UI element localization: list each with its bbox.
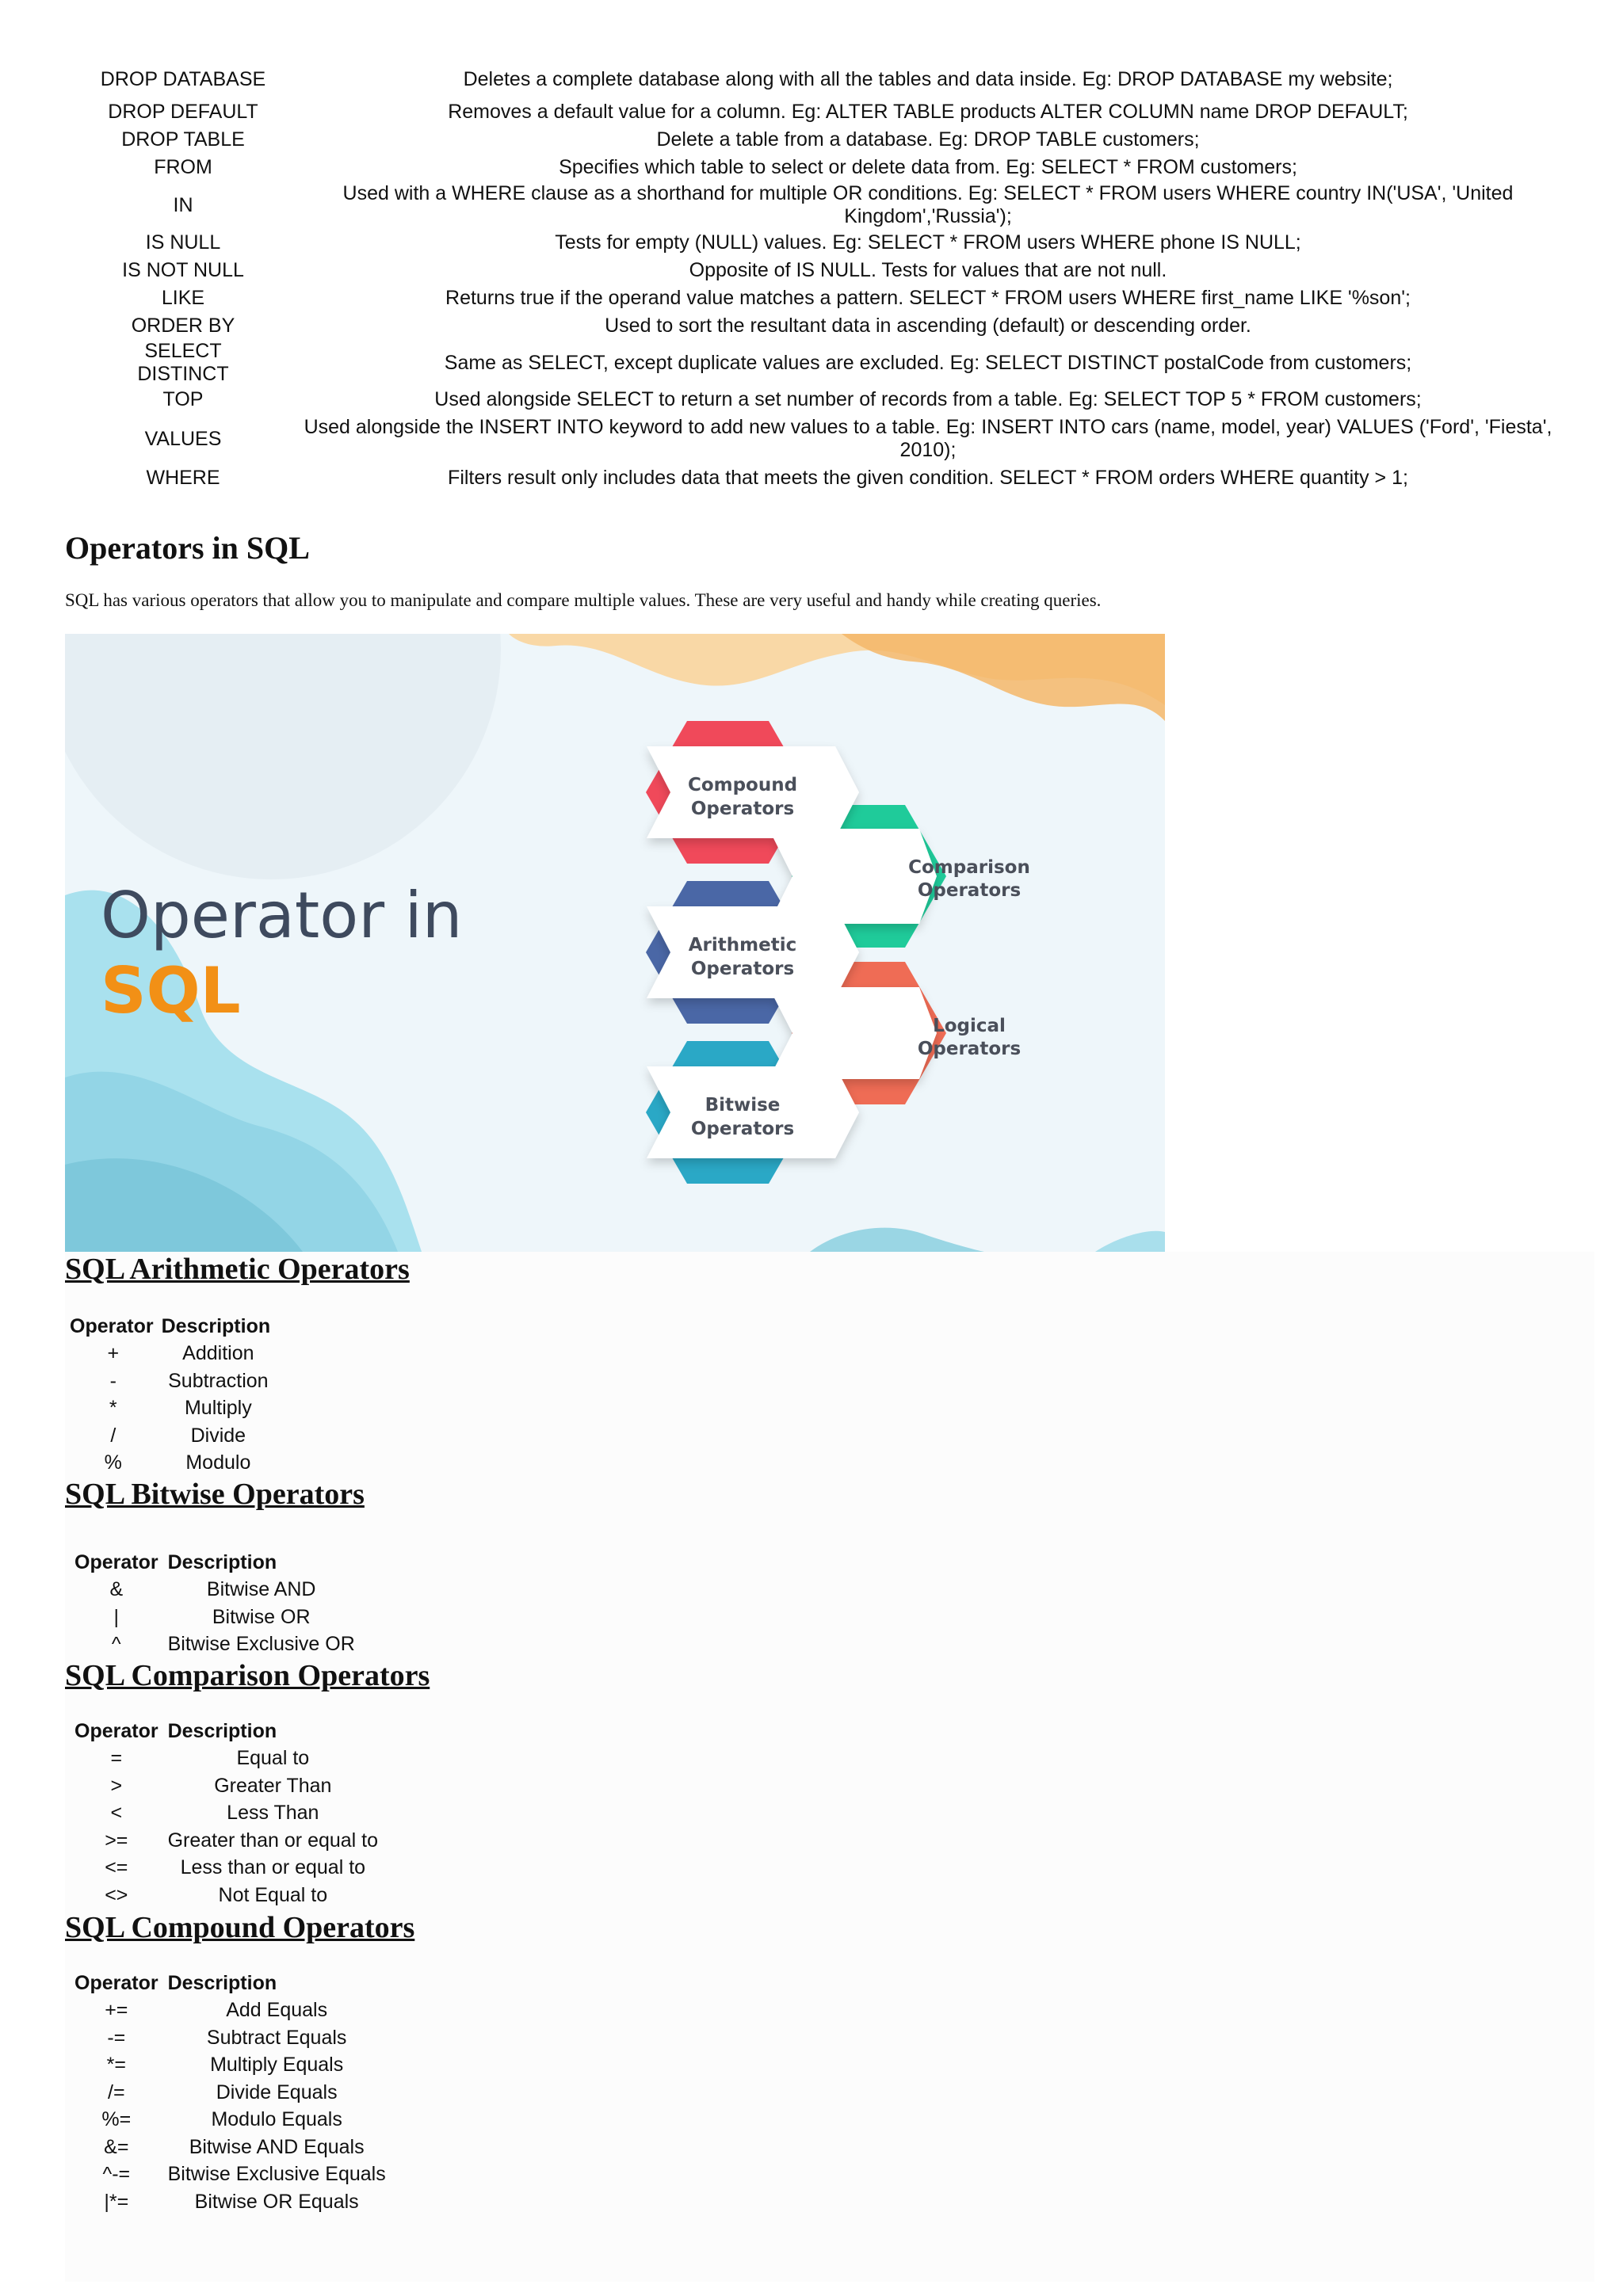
keyword-cell: FROM <box>154 156 212 178</box>
table-row <box>65 181 1555 229</box>
comparison-table <box>70 1718 383 1909</box>
table-row <box>70 1827 383 1855</box>
table-row <box>65 414 1555 464</box>
bitwise-heading: SQL Bitwise Operators <box>65 1478 365 1511</box>
operator-cell: > <box>110 1774 123 1797</box>
comparison-label-line1: Comparison <box>908 857 1030 878</box>
table-row <box>70 2188 391 2216</box>
table-row <box>65 386 1555 414</box>
compound-label-line1: Compound <box>687 775 798 795</box>
operator-cell: < <box>110 1802 123 1825</box>
table-row <box>70 2079 391 2107</box>
table-row <box>70 1745 383 1773</box>
description-cell: Delete a table from a database. Eg: DROP TABLE customers; <box>656 128 1200 151</box>
column-header-operator: Operator <box>74 1550 158 1573</box>
description-cell: Bitwise OR <box>212 1605 311 1628</box>
table-header-row <box>70 1970 391 1997</box>
description-cell: Used alongside the INSERT INTO keyword to add new values to a table. Eg: INSERT INTO cars (name, model, year) VALUES ('Ford', 'Fiesta', 2010); <box>304 416 1552 461</box>
table-row <box>70 1631 360 1659</box>
table-row <box>70 1577 360 1604</box>
description-cell: Bitwise OR Equals <box>194 2190 359 2213</box>
description-cell: Bitwise Exclusive OR <box>167 1633 355 1656</box>
bitwise-table <box>70 1549 360 1658</box>
comparison-label-line2: Operators <box>917 880 1022 901</box>
keyword-cell: ORDER BY <box>131 315 235 337</box>
description-cell: Used with a WHERE clause as a shorthand for multiple OR conditions. Eg: SELECT * FROM users WHERE country IN('USA', 'United Kingdom','Russia'); <box>342 182 1514 227</box>
operator-cell: * <box>109 1397 117 1420</box>
description-cell: Multiply Equals <box>210 2054 344 2077</box>
table-header-row <box>65 1313 275 1341</box>
table-row <box>70 1855 383 1882</box>
table-row <box>65 229 1555 257</box>
arithmetic-heading: SQL Arithmetic Operators <box>65 1253 410 1286</box>
keyword-cell: IS NULL <box>145 231 221 254</box>
description-cell: Subtraction <box>168 1369 269 1392</box>
description-cell: Used to sort the resultant data in ascending (default) or descending order. <box>605 315 1251 337</box>
table-row <box>70 1800 383 1828</box>
table-row <box>70 1604 360 1631</box>
operator-cell: ^-= <box>102 2163 131 2186</box>
description-cell: Specifies which table to select or delete data from. Eg: SELECT * FROM customers; <box>559 156 1297 178</box>
operator-cell: -= <box>107 2026 126 2049</box>
operator-cell: & <box>109 1578 124 1601</box>
column-header-description: Description <box>161 1314 271 1337</box>
arithmetic-table <box>65 1313 275 1477</box>
keyword-cell: SELECT DISTINCT <box>137 340 229 385</box>
operator-cell: %= <box>101 2108 132 2131</box>
table-row <box>70 2052 391 2080</box>
description-cell: Bitwise Exclusive Equals <box>167 2163 386 2186</box>
description-cell: Deletes a complete database along with all the tables and data inside. Eg: DROP DATABASE my website; <box>463 67 1393 90</box>
keyword-cell: LIKE <box>161 287 205 309</box>
column-header-operator: Operator <box>70 1314 154 1337</box>
description-cell: Greater Than <box>214 1774 332 1797</box>
table-row <box>65 60 1555 98</box>
description-cell: Modulo <box>185 1451 251 1474</box>
section-heading-operators: Operators in SQL <box>65 530 310 566</box>
operator-cell: *= <box>106 2054 126 2077</box>
table-row <box>65 1367 275 1395</box>
description-cell: Multiply <box>184 1397 252 1420</box>
operator-cell: | <box>113 1605 120 1628</box>
keyword-cell: DROP DATABASE <box>100 67 266 90</box>
column-header-description: Description <box>167 1971 277 1994</box>
description-cell: Bitwise AND <box>206 1578 316 1601</box>
keyword-cell: DROP DEFAULT <box>108 101 258 123</box>
table-row <box>70 1997 391 2025</box>
operator-cell: &= <box>104 2135 129 2158</box>
logical-label-line2: Operators <box>917 1039 1022 1059</box>
description-cell: Same as SELECT, except duplicate values are excluded. Eg: SELECT DISTINCT postalCode from customers; <box>444 351 1412 374</box>
compound-label-line2: Operators <box>690 799 795 819</box>
operator-cell: - <box>109 1369 116 1392</box>
description-cell: Tests for empty (NULL) values. Eg: SELECT * FROM users WHERE phone IS NULL; <box>555 231 1301 254</box>
column-header-description: Description <box>167 1550 277 1573</box>
logical-chip <box>769 987 937 1079</box>
table-row <box>65 1341 275 1368</box>
description-cell: Add Equals <box>226 1999 328 2022</box>
description-cell: Filters result only includes data that meets the given condition. SELECT * FROM orders WHERE quantity > 1; <box>448 467 1408 489</box>
description-cell: Divide <box>190 1424 246 1447</box>
table-header-row <box>70 1718 383 1745</box>
operator-cell: += <box>105 1999 128 2022</box>
table-row <box>70 2134 391 2161</box>
table-row <box>65 312 1555 340</box>
bitwise-label-line1: Bitwise <box>705 1095 781 1116</box>
arithmetic-label-line2: Operators <box>690 959 795 979</box>
table-row <box>70 2024 391 2052</box>
operator-cell: % <box>104 1451 122 1474</box>
description-cell: Modulo Equals <box>211 2108 342 2131</box>
description-cell: Divide Equals <box>216 2081 338 2103</box>
logical-label-line1: Logical <box>933 1016 1006 1036</box>
table-row <box>65 257 1555 284</box>
operator-cell: <> <box>105 1883 128 1906</box>
table-row <box>65 126 1555 154</box>
operator-cell: = <box>110 1747 123 1770</box>
description-cell: Greater than or equal to <box>167 1829 379 1852</box>
compound-table <box>70 1970 391 2216</box>
description-cell: Opposite of IS NULL. Tests for values that are not null. <box>689 259 1167 281</box>
table-header-row <box>70 1549 360 1577</box>
comparison-heading: SQL Comparison Operators <box>65 1659 430 1692</box>
table-row <box>65 284 1555 312</box>
description-cell: Used alongside SELECT to return a set number of records from a table. Eg: SELECT TOP 5 * FROM customers; <box>434 388 1422 410</box>
arithmetic-label-line1: Arithmetic <box>688 935 797 955</box>
description-cell: Addition <box>182 1342 254 1365</box>
operators-banner-image <box>65 634 1165 1252</box>
intro-paragraph: SQL has various operators that allow you to manipulate and compare multiple values. These are very useful and handy while creating queries. <box>65 590 1102 610</box>
operator-cell: /= <box>108 2081 125 2103</box>
table-row <box>65 464 1555 492</box>
keyword-cell: IN <box>173 193 193 216</box>
keyword-cell: VALUES <box>144 427 222 450</box>
bitwise-label-line2: Operators <box>690 1119 795 1139</box>
description-cell: Equal to <box>236 1747 310 1770</box>
keyword-cell: TOP <box>162 388 204 410</box>
description-cell: Removes a default value for a column. Eg: ALTER TABLE products ALTER COLUMN name DROP DEFAULT; <box>448 101 1408 123</box>
description-cell: Bitwise AND Equals <box>189 2135 365 2158</box>
operator-cell: + <box>107 1342 120 1365</box>
table-row <box>70 1772 383 1800</box>
description-cell: Subtract Equals <box>206 2026 347 2049</box>
description-cell: Less than or equal to <box>180 1856 366 1879</box>
banner-title-line1: Operator in <box>101 879 463 952</box>
table-row <box>65 1422 275 1450</box>
column-header-operator: Operator <box>74 1971 158 1994</box>
keyword-cell: IS NOT NULL <box>122 259 244 281</box>
compound-heading: SQL Compound Operators <box>65 1911 415 1944</box>
operator-cell: >= <box>105 1829 128 1852</box>
column-header-operator: Operator <box>74 1719 158 1742</box>
operator-cell: <= <box>105 1856 128 1879</box>
table-row <box>65 98 1555 126</box>
operator-cell: |*= <box>104 2190 129 2213</box>
table-row <box>65 1450 275 1478</box>
operator-cell: / <box>110 1424 116 1447</box>
column-header-description: Description <box>167 1719 277 1742</box>
table-row <box>70 2107 391 2134</box>
table-row <box>70 2161 391 2189</box>
keyword-table <box>65 60 1555 492</box>
keyword-cell: WHERE <box>146 467 220 489</box>
operator-cell: ^ <box>111 1633 121 1656</box>
description-cell: Returns true if the operand value matches a pattern. SELECT * FROM users WHERE first_name LIKE '%son'; <box>445 287 1411 309</box>
table-row <box>65 340 1555 386</box>
description-cell: Not Equal to <box>218 1883 328 1906</box>
keyword-cell: DROP TABLE <box>121 128 245 151</box>
description-cell: Less Than <box>227 1802 319 1825</box>
banner-title-line2: SQL <box>101 954 241 1028</box>
table-row <box>65 1395 275 1423</box>
table-row <box>65 154 1555 181</box>
table-row <box>70 1882 383 1909</box>
